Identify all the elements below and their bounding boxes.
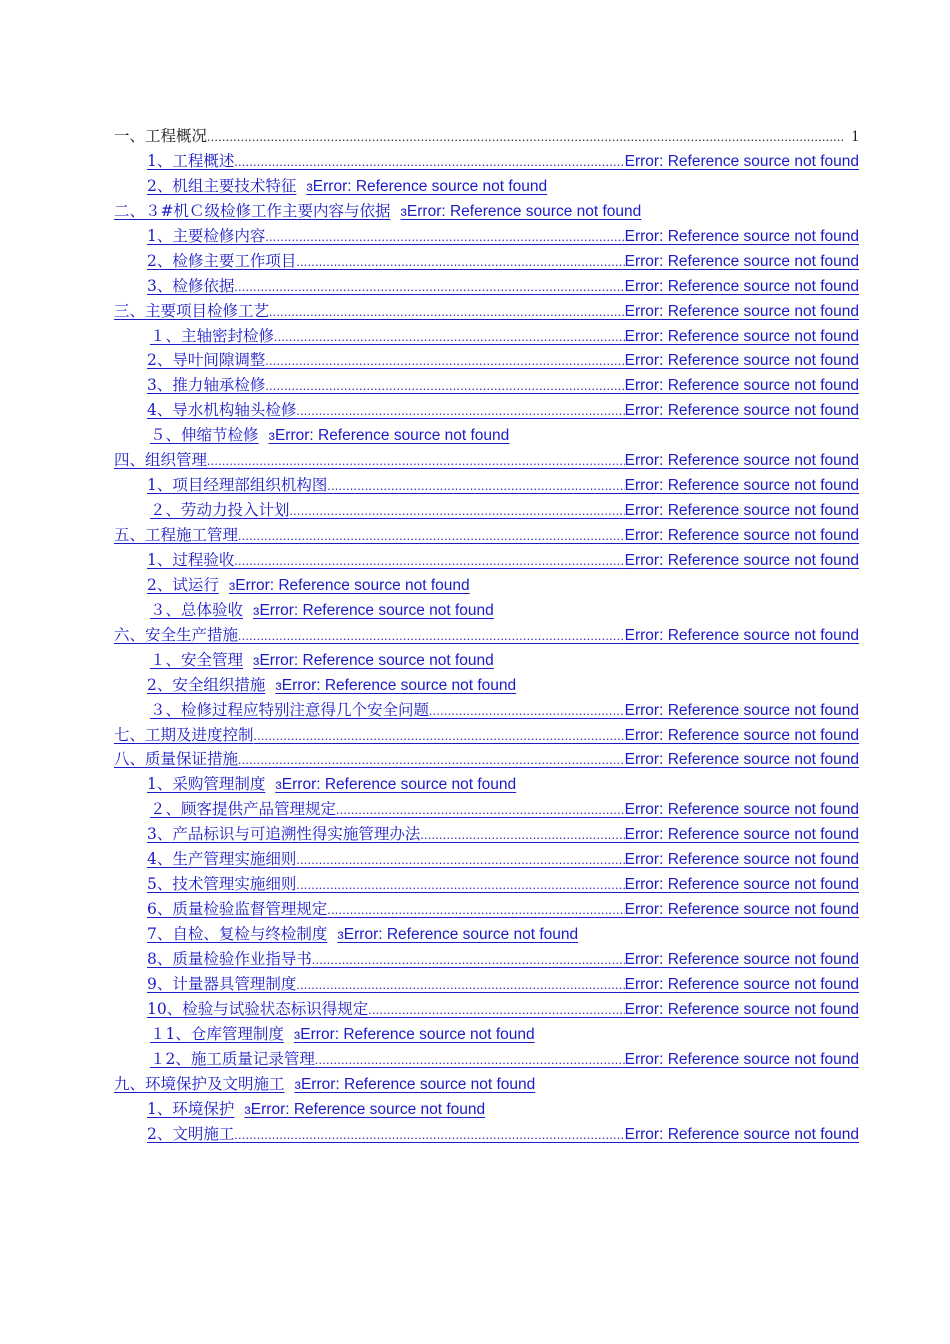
toc-entry[interactable] [114, 249, 859, 274]
tab-mark-icon: ɜ [228, 576, 236, 593]
toc-entry[interactable] [114, 498, 859, 523]
toc-entry-title: ２、劳动力投入计划 [150, 501, 290, 520]
toc-entry-page: Error: Reference source not found [343, 926, 579, 943]
toc-entry[interactable] [114, 1072, 859, 1097]
toc-entry[interactable] [114, 149, 859, 174]
toc-entry-title: 1、主要检修内容 [147, 226, 266, 245]
dot-leader [234, 150, 624, 174]
toc-entry[interactable] [114, 723, 859, 748]
toc-entry-row [114, 299, 859, 324]
toc-entry-page: Error: Reference source not found [624, 302, 859, 320]
dot-leader [207, 449, 625, 473]
dot-leader [336, 798, 625, 822]
toc-entry-row [150, 324, 859, 349]
toc-entry[interactable] [114, 797, 859, 822]
toc-entry[interactable] [114, 523, 859, 548]
toc-entry-row [147, 947, 859, 972]
toc-entry-row [150, 498, 859, 523]
toc-entry-row [147, 673, 859, 698]
toc-entry-title: 四、组织管理 [114, 451, 208, 470]
toc-entry-title: 2、试运行 [147, 575, 219, 594]
toc-entry[interactable] [114, 897, 859, 922]
toc-entry[interactable] [114, 623, 859, 648]
toc-entry-page: 1 [851, 128, 859, 145]
dot-leader [265, 349, 624, 373]
toc-entry-title: 1、过程验收 [147, 550, 235, 569]
toc-entry-title: 3、检修依据 [147, 276, 235, 295]
toc-entry-title: 2、检修主要工作项目 [147, 251, 297, 270]
toc-entry[interactable] [114, 299, 859, 324]
toc-entry-row [147, 473, 859, 498]
toc-entry-title: 2、机组主要技术特征 [147, 176, 297, 195]
tab-mark-icon: ɜ [275, 776, 282, 793]
toc-entry[interactable] [114, 174, 859, 199]
toc-entry-page: Error: Reference source not found [624, 402, 859, 420]
toc-entry-page: Error: Reference source not found [406, 202, 642, 220]
dot-leader [296, 848, 624, 872]
tab-mark-icon: ɜ [337, 926, 344, 942]
toc-entry-title: 3、产品标识与可追溯性得实施管理办法 [147, 825, 421, 844]
dot-leader [254, 724, 625, 748]
toc-entry-title: 三、主要项目检修工艺 [114, 301, 270, 320]
toc-entry[interactable] [114, 822, 859, 847]
toc-entry-row [147, 348, 859, 373]
toc-entry-row [114, 124, 859, 149]
toc-entry[interactable] [114, 747, 859, 772]
dot-leader [327, 474, 624, 498]
dot-leader [296, 973, 624, 997]
dot-leader [238, 524, 625, 548]
dot-leader [234, 549, 624, 573]
toc-entry[interactable] [114, 947, 859, 972]
toc-entry-page: Error: Reference source not found [624, 477, 859, 495]
toc-entry-page: Error: Reference source not found [312, 177, 548, 195]
dot-leader [327, 898, 624, 922]
toc-entry[interactable] [114, 772, 859, 797]
toc-entry-title: 八、质量保证措施 [114, 750, 239, 769]
toc-entry[interactable] [114, 972, 859, 997]
toc-entry-page: Error: Reference source not found [274, 427, 510, 445]
toc-entry[interactable] [114, 1022, 859, 1047]
dot-leader [238, 748, 625, 772]
toc-entry[interactable] [114, 872, 859, 897]
toc-entry-page: Error: Reference source not found [624, 876, 859, 894]
toc-entry-page: Error: Reference source not found [259, 601, 494, 619]
toc-entry[interactable] [114, 847, 859, 872]
dot-leader [274, 325, 625, 349]
toc-entry[interactable] [114, 922, 859, 947]
toc-entry-row [147, 922, 859, 947]
toc-entry-page: Error: Reference source not found [281, 776, 517, 794]
toc-entry-row [114, 623, 859, 648]
tab-mark-icon: ɜ [244, 1100, 251, 1117]
toc-entry-row [150, 598, 859, 623]
toc-entry-page: Error: Reference source not found [624, 227, 859, 245]
dot-leader [290, 499, 625, 523]
toc-entry-title: 4、导水机构轴头检修 [147, 401, 297, 420]
dot-leader [420, 823, 624, 847]
dot-leader [296, 873, 624, 897]
toc-entry-title: １1、仓库管理制度 [150, 1024, 284, 1043]
toc-entry-page: Error: Reference source not found [624, 826, 859, 844]
toc-entry-title: 4、生产管理实施细则 [147, 850, 297, 869]
toc-entry-row [150, 698, 859, 723]
toc-entry-row [147, 1122, 859, 1147]
toc-entry-page: Error: Reference source not found [624, 950, 859, 968]
toc-entry-page: Error: Reference source not found [624, 626, 859, 644]
toc-entry-title: 六、安全生产措施 [114, 625, 239, 644]
toc-entry-title: 2、文明施工 [147, 1124, 235, 1143]
toc-entry-page: Error: Reference source not found [624, 851, 859, 869]
toc-entry[interactable] [114, 199, 859, 224]
toc-entry-row [147, 373, 859, 398]
table-of-contents [114, 124, 859, 1146]
toc-entry-title: 5、技术管理实施细则 [147, 875, 297, 894]
dot-leader [265, 225, 624, 249]
toc-entry[interactable] [114, 398, 859, 423]
toc-entry[interactable] [114, 348, 859, 373]
toc-entry[interactable] [114, 648, 859, 673]
dot-leader [312, 948, 625, 972]
dot-leader [315, 1048, 625, 1072]
dot-leader [368, 998, 624, 1022]
dot-leader [269, 300, 625, 324]
dot-leader [296, 399, 624, 423]
toc-entry-title: １、主轴密封检修 [150, 326, 275, 345]
toc-entry-page: Error: Reference source not found [624, 901, 859, 919]
toc-entry-title: 8、质量检验作业指导书 [147, 949, 312, 968]
toc-entry-title: 10、检验与试验状态标识得规定 [147, 999, 369, 1018]
toc-entry-row [147, 398, 859, 423]
toc-entry[interactable] [114, 598, 859, 623]
toc-entry-page: Error: Reference source not found [624, 277, 859, 295]
toc-entry-page: Error: Reference source not found [624, 327, 859, 345]
toc-entry[interactable] [114, 673, 859, 698]
toc-entry-title: 1、采购管理制度 [147, 775, 266, 794]
tab-mark-icon: ɜ [275, 676, 282, 693]
toc-entry-row [114, 448, 859, 473]
toc-entry-page: Error: Reference source not found [250, 1100, 486, 1118]
toc-entry-title: ３、总体验收 [150, 600, 244, 619]
toc-entry-title: 3、推力轴承检修 [147, 376, 266, 395]
toc-entry-title: 七、工期及进度控制 [114, 725, 254, 744]
toc-entry-page: Error: Reference source not found [624, 975, 859, 993]
dot-leader [429, 699, 625, 723]
toc-entry-title: ２、顾客提供产品管理规定 [150, 800, 337, 819]
toc-entry-row [147, 149, 859, 174]
toc-entry-page: Error: Reference source not found [624, 726, 859, 744]
toc-entry-page: Error: Reference source not found [259, 651, 494, 669]
toc-entry-page: Error: Reference source not found [624, 801, 859, 819]
toc-entry-title: 6、质量检验监督管理规定 [147, 900, 328, 919]
toc-entry[interactable] [114, 997, 859, 1022]
toc-entry-page: Error: Reference source not found [624, 502, 859, 520]
dot-leader [234, 275, 624, 299]
toc-entry[interactable] [114, 274, 859, 299]
toc-entry-page: Error: Reference source not found [624, 352, 859, 370]
toc-entry-title: 一、工程概况 [114, 127, 208, 145]
dot-leader [238, 624, 625, 648]
toc-entry-row [150, 1047, 859, 1072]
tab-mark-icon: ɜ [293, 1025, 301, 1042]
toc-entry-title: 九、环境保护及文明施工 [114, 1074, 285, 1093]
toc-entry-title: 1、工程概述 [147, 151, 235, 170]
toc-entry-row [147, 972, 859, 997]
toc-entry-title: ３、检修过程应特别注意得几个安全问题 [150, 700, 430, 719]
toc-entry-row [147, 822, 859, 847]
toc-entry-title: １、安全管理 [150, 650, 244, 669]
toc-entry-page: Error: Reference source not found [624, 751, 859, 769]
dot-leader [265, 374, 624, 398]
toc-entry-row [147, 872, 859, 897]
toc-entry-row [114, 747, 859, 772]
tab-mark-icon: ɜ [253, 651, 260, 668]
toc-entry-row [147, 847, 859, 872]
dot-leader [296, 250, 624, 274]
toc-entry[interactable] [114, 423, 859, 448]
toc-entry-row [150, 1022, 859, 1047]
toc-entry-row [147, 224, 859, 249]
toc-entry-title: ５、伸缩节检修 [150, 426, 259, 445]
toc-entry-row [114, 723, 859, 748]
toc-entry-page: Error: Reference source not found [624, 701, 859, 719]
toc-entry-row [147, 997, 859, 1022]
toc-entry-row [114, 1072, 859, 1097]
toc-entry-row [147, 174, 859, 199]
toc-entry-page: Error: Reference source not found [624, 551, 859, 569]
toc-entry-row [150, 423, 859, 448]
toc-entry[interactable] [114, 548, 859, 573]
toc-entry[interactable] [114, 1097, 859, 1122]
toc-entry-page: Error: Reference source not found [624, 1000, 859, 1018]
tab-mark-icon: ɜ [294, 1075, 301, 1092]
tab-mark-icon: ɜ [306, 177, 313, 194]
toc-entry-row [147, 1097, 859, 1122]
toc-entry-row [114, 199, 859, 224]
toc-entry[interactable] [114, 473, 859, 498]
toc-entry-row [150, 797, 859, 822]
toc-entry[interactable] [114, 373, 859, 398]
toc-entry-page: Error: Reference source not found [624, 252, 859, 270]
toc-entry[interactable] [114, 224, 859, 249]
tab-mark-icon: ɜ [253, 601, 260, 618]
toc-entry-page: Error: Reference source not found [300, 1025, 535, 1043]
toc-entry-title: 五、工程施工管理 [114, 526, 239, 544]
toc-entry[interactable] [114, 448, 859, 473]
toc-entry-page: Error: Reference source not found [235, 576, 470, 594]
toc-entry-title: 1、环境保护 [147, 1099, 235, 1118]
tab-mark-icon: ɜ [268, 427, 275, 444]
toc-entry-row [147, 249, 859, 274]
toc-entry-page: Error: Reference source not found [281, 676, 517, 694]
toc-entry-page: Error: Reference source not found [624, 152, 859, 170]
toc-entry-page: Error: Reference source not found [624, 527, 859, 544]
toc-entry-row [150, 648, 859, 673]
toc-entry-page: Error: Reference source not found [624, 1050, 859, 1068]
dot-leader [234, 1123, 624, 1147]
toc-entry-page: Error: Reference source not found [624, 377, 859, 395]
toc-entry-title: 9、计量器具管理制度 [147, 974, 297, 993]
dot-leader [207, 125, 845, 149]
toc-entry-row [147, 573, 859, 598]
toc-entry-row [147, 274, 859, 299]
toc-entry-title: １2、施工质量记录管理 [150, 1049, 315, 1068]
toc-entry[interactable] [114, 1122, 859, 1147]
toc-entry-title: 2、安全组织措施 [147, 675, 266, 694]
toc-entry-page: Error: Reference source not found [624, 452, 859, 470]
toc-entry-row [147, 772, 859, 797]
toc-entry-page: Error: Reference source not found [300, 1075, 536, 1093]
toc-entry-title: 2、导叶间隙调整 [147, 351, 266, 370]
toc-entry-row [147, 548, 859, 573]
toc-entry[interactable] [114, 698, 859, 723]
toc-entry-row [114, 523, 859, 548]
tab-mark-icon: ɜ [400, 202, 407, 219]
toc-entry-title: 1、项目经理部组织机构图 [147, 476, 328, 495]
toc-entry-title: 7、自检、复检与终检制度 [147, 925, 328, 943]
toc-entry-title: 二、３#机Ｃ级检修工作主要内容与依据 [114, 201, 391, 220]
toc-entry [114, 124, 859, 149]
toc-entry[interactable] [114, 573, 859, 598]
toc-entry-row [147, 897, 859, 922]
toc-entry-page: Error: Reference source not found [624, 1125, 859, 1143]
toc-entry[interactable] [114, 1047, 859, 1072]
toc-entry[interactable] [114, 324, 859, 349]
